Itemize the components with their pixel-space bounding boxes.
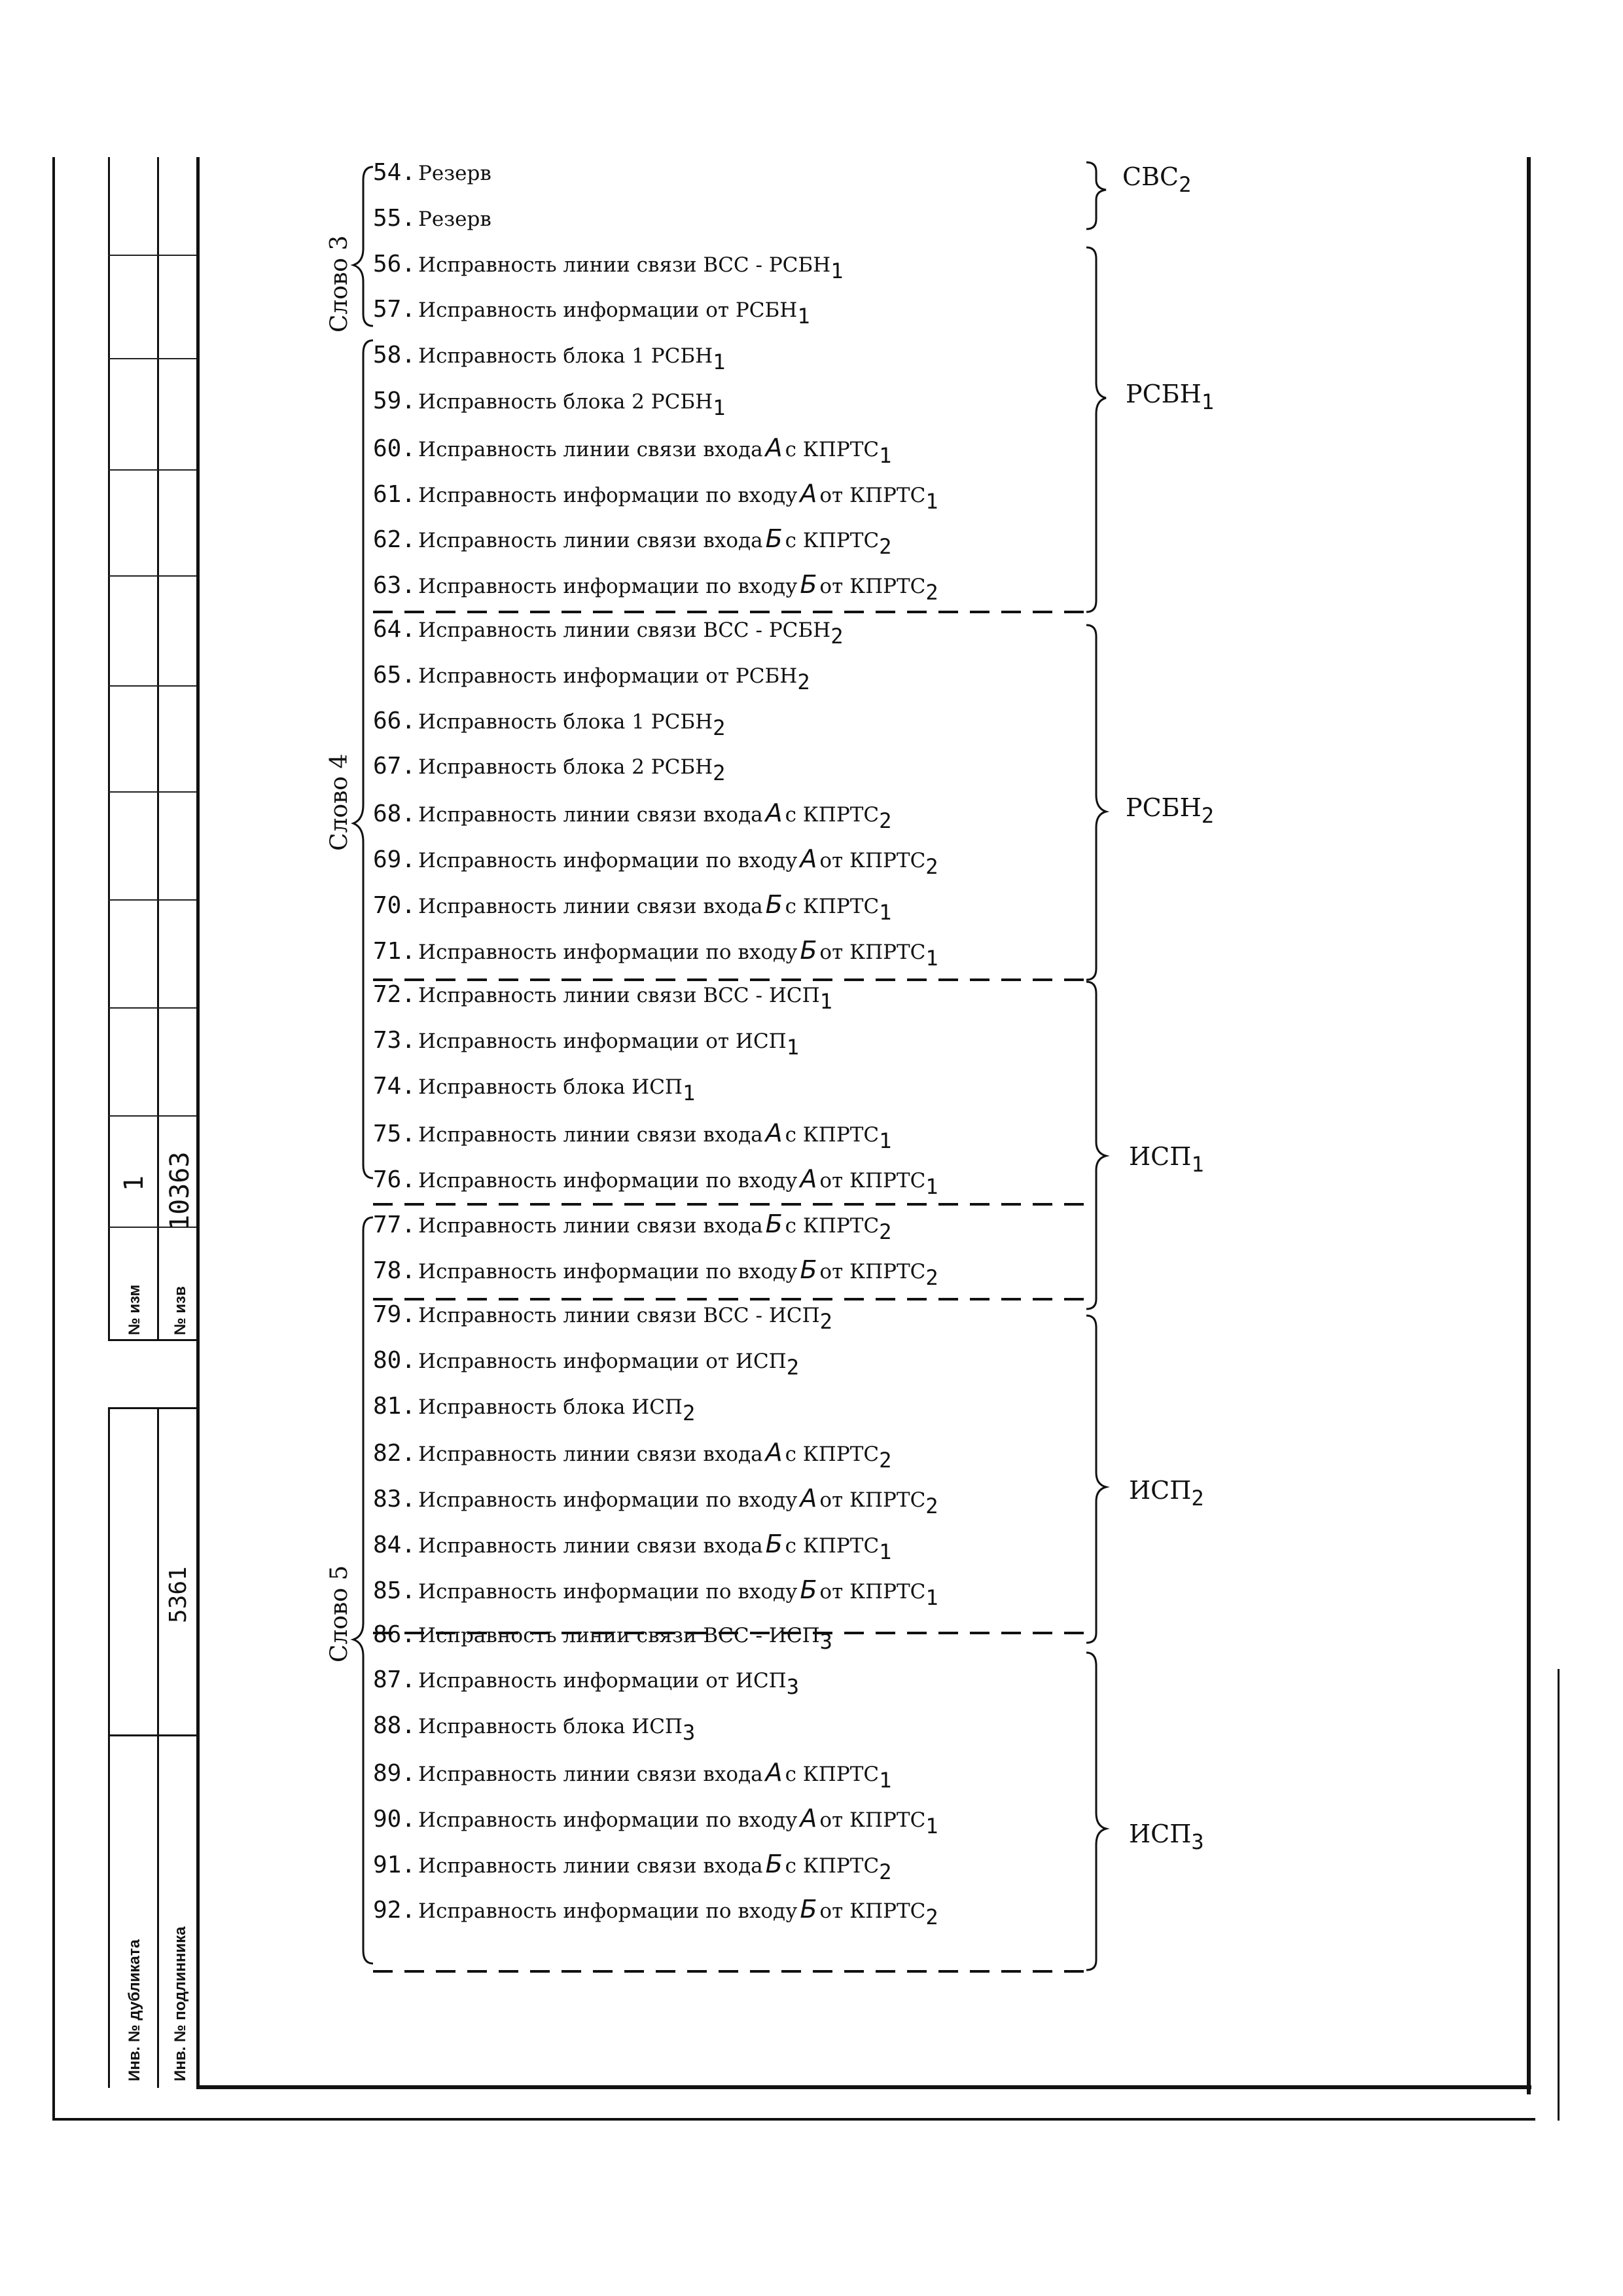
item-number: 72.: [373, 981, 416, 1009]
item-source-subscript: 2: [879, 1219, 892, 1245]
item-source-subscript: 2: [879, 534, 892, 560]
item-number: 86.: [373, 1621, 416, 1648]
item-text: Исправность информации по входу: [418, 849, 798, 872]
item-number: 66.: [373, 707, 416, 734]
item-number: 60.: [373, 435, 416, 462]
item-number: 71.: [373, 937, 416, 965]
item-text: Исправность линии связи ВСС - РСБН: [418, 253, 831, 277]
item-source-text: с КПРТС: [785, 1214, 880, 1238]
item-input-letter: Б: [800, 1255, 817, 1285]
item-source-text: от КПРТС: [819, 1808, 926, 1832]
item-text: Исправность линии связи входа: [418, 1854, 763, 1878]
group-sub: 1: [1191, 1152, 1204, 1177]
isp2-right-brace: [1086, 1316, 1106, 1643]
item-subscript: 1: [682, 1081, 696, 1105]
group-name: РСБН: [1126, 793, 1202, 822]
item-subscript: 1: [786, 1035, 799, 1060]
item-text: Исправность блока ИСП: [418, 1075, 683, 1099]
item-subscript: 3: [819, 1628, 832, 1654]
item-number: 74.: [373, 1073, 416, 1100]
group-sub: 2: [1179, 172, 1192, 197]
word-3-left-brace: [353, 167, 373, 326]
stamp-izm-value: 1: [119, 1175, 149, 1191]
word-3-label: Слово 3: [326, 235, 353, 332]
stamp-dublikat-label: Инв. № дубликата: [126, 1939, 143, 2081]
item-input-letter: А: [800, 478, 817, 508]
stamp-izv-value: 10363: [165, 1151, 195, 1230]
item-number: 84.: [373, 1532, 416, 1558]
item-text: Исправность линии связи входа: [418, 529, 763, 553]
item-number: 73.: [373, 1027, 416, 1054]
item-input-letter: А: [800, 1484, 817, 1513]
item-text: Исправность информации по входу: [418, 1168, 798, 1193]
item-number: 83.: [373, 1486, 416, 1513]
item-text: Исправность блока 1 РСБН: [418, 709, 713, 734]
rsbn2-right-brace: [1086, 625, 1106, 980]
item-source-subscript: 1: [879, 1539, 892, 1564]
item-source-text: с КПРТС: [785, 803, 880, 827]
item-text: Исправность линии связи входа: [418, 1122, 763, 1147]
item-source-subscript: 1: [879, 442, 892, 468]
item-text: Исправность информации от РСБН: [418, 664, 798, 688]
stamp-izv-label: № изв: [171, 1286, 189, 1335]
item-input-letter: А: [765, 1758, 783, 1787]
group-sub: 1: [1201, 389, 1214, 414]
item-input-letter: Б: [765, 1530, 783, 1558]
item-source-subscript: 1: [925, 488, 938, 514]
item-text: Исправность информации от ИСП: [418, 1349, 787, 1373]
item-input-letter: Б: [800, 1575, 817, 1604]
item-source-text: с КПРТС: [785, 1854, 880, 1878]
item-number: 92.: [373, 1897, 416, 1924]
item-text: Исправность линии связи ВСС - ИСП: [418, 1304, 820, 1327]
item-number: 81.: [373, 1392, 416, 1420]
item-text: Исправность информации по входу: [418, 1488, 798, 1513]
item-number: 76.: [373, 1166, 416, 1193]
item-input-letter: А: [800, 1164, 817, 1193]
item-source-subscript: 1: [925, 945, 938, 971]
word-4-left-brace: [353, 340, 373, 1178]
item-source-text: от КПРТС: [819, 849, 926, 872]
item-text: Резерв: [418, 162, 491, 185]
item-number: 75.: [373, 1120, 416, 1147]
item-number: 91.: [373, 1851, 416, 1878]
item-source-subscript: 2: [925, 580, 938, 605]
item-number: 67.: [373, 753, 416, 780]
item-subscript: 2: [713, 715, 726, 740]
item-subscript: 3: [682, 1720, 696, 1746]
item-number: 69.: [373, 846, 416, 873]
item-text: Исправность линии связи входа: [418, 1214, 763, 1238]
item-number: 54.: [373, 159, 416, 186]
item-source-subscript: 1: [879, 1768, 892, 1793]
item-number: 68.: [373, 800, 416, 828]
item-number: 90.: [373, 1805, 416, 1833]
group-name: ИСП: [1129, 1142, 1192, 1171]
item-text: Исправность блока ИСП: [418, 1395, 683, 1419]
item-source-text: от КПРТС: [819, 483, 926, 507]
item-source-subscript: 1: [879, 1128, 892, 1153]
item-number: 70.: [373, 891, 416, 919]
item-subscript: 2: [713, 761, 726, 786]
item-number: 61.: [373, 480, 416, 508]
rsbn1-right-brace: [1086, 247, 1106, 612]
item-text: Исправность линии связи ВСС - ИСП: [418, 1623, 820, 1647]
item-subscript: 1: [713, 350, 726, 375]
group-sub: 2: [1191, 1486, 1204, 1511]
item-source-subscript: 2: [879, 1859, 892, 1884]
item-text: Исправность информации по входу: [418, 483, 798, 507]
item-source-subscript: 2: [925, 1905, 938, 1930]
item-text: Исправность информации по входу: [418, 1579, 798, 1604]
item-text: Исправность линии связи входа: [418, 894, 763, 918]
item-text: Исправность линии связи ВСС - РСБН: [418, 619, 831, 642]
group-name: ИСП: [1129, 1820, 1192, 1848]
item-text: Исправность информации от ИСП: [418, 1030, 787, 1054]
item-source-text: с КПРТС: [785, 437, 880, 461]
item-input-letter: А: [765, 433, 783, 462]
item-subscript: 3: [786, 1674, 799, 1700]
item-text: Исправность линии связи ВСС - ИСП: [418, 984, 820, 1008]
item-input-letter: Б: [765, 889, 783, 919]
item-source-text: с КПРТС: [785, 894, 880, 918]
item-source-text: от КПРТС: [819, 1260, 926, 1284]
item-source-text: с КПРТС: [785, 1763, 880, 1786]
item-source-subscript: 2: [925, 1494, 938, 1519]
item-input-letter: Б: [765, 1210, 783, 1239]
item-input-letter: Б: [800, 1895, 817, 1924]
item-number: 82.: [373, 1440, 416, 1467]
item-text: Исправность информации по входу: [418, 940, 798, 964]
item-number: 58.: [373, 342, 416, 369]
isp1-right-brace: [1086, 982, 1106, 1309]
stamp-podlinnik-value: 5361: [165, 1566, 192, 1623]
item-number: 85.: [373, 1577, 416, 1604]
item-source-text: от КПРТС: [819, 1579, 926, 1604]
item-text: Исправность линии связи входа: [418, 1443, 763, 1467]
item-number: 55.: [373, 204, 416, 232]
item-text: Исправность блока ИСП: [418, 1715, 683, 1739]
item-subscript: 1: [713, 395, 726, 420]
item-subscript: 2: [682, 1400, 696, 1426]
item-subscript: 1: [819, 989, 832, 1014]
item-number: 63.: [373, 572, 416, 600]
item-text: Исправность линии связи входа: [418, 1534, 763, 1558]
item-source-subscript: 2: [925, 854, 938, 879]
item-source-text: от КПРТС: [819, 1168, 926, 1193]
item-subscript: 1: [830, 258, 844, 283]
item-text: Исправность линии связи входа: [418, 437, 763, 461]
isp3-right-brace: [1086, 1653, 1106, 1970]
item-text: Исправность информации по входу: [418, 1808, 798, 1832]
stamp-podlinnik-label: Инв. № подлинника: [171, 1926, 189, 2081]
item-number: 87.: [373, 1666, 416, 1694]
item-number: 64.: [373, 616, 416, 643]
item-input-letter: А: [800, 1803, 817, 1833]
item-input-letter: А: [765, 798, 783, 828]
item-subscript: 2: [819, 1309, 832, 1334]
item-source-text: с КПРТС: [785, 529, 880, 553]
item-number: 77.: [373, 1211, 416, 1239]
item-text: Резерв: [418, 207, 491, 231]
item-text: Исправность блока 1 РСБН: [418, 344, 713, 368]
item-source-text: с КПРТС: [785, 1534, 880, 1558]
item-number: 78.: [373, 1257, 416, 1285]
item-input-letter: А: [765, 1438, 783, 1467]
item-input-letter: Б: [765, 524, 783, 554]
word-5-label: Слово 5: [326, 1565, 353, 1662]
item-number: 56.: [373, 250, 416, 278]
item-text: Исправность блока 2 РСБН: [418, 755, 713, 780]
item-input-letter: Б: [765, 1849, 783, 1878]
item-text: Исправность информации по входу: [418, 575, 798, 599]
item-source-text: от КПРТС: [819, 940, 926, 964]
item-source-text: от КПРТС: [819, 1899, 926, 1924]
item-subscript: 2: [830, 624, 844, 649]
item-text: Исправность информации по входу: [418, 1260, 798, 1284]
word-5-left-brace: [353, 1217, 373, 1964]
item-source-subscript: 1: [925, 1813, 938, 1839]
group-name: РСБН: [1126, 380, 1202, 408]
item-source-subscript: 1: [879, 899, 892, 925]
item-text: Исправность линии связи входа: [418, 803, 763, 827]
item-text: Исправность блока 2 РСБН: [418, 390, 713, 414]
item-input-letter: А: [765, 1118, 783, 1147]
group-sub: 3: [1191, 1829, 1204, 1854]
item-source-subscript: 2: [879, 1448, 892, 1473]
item-source-subscript: 1: [925, 1585, 938, 1610]
item-source-text: с КПРТС: [785, 1122, 880, 1147]
word-4-label: Слово 4: [326, 753, 353, 851]
item-number: 80.: [373, 1346, 416, 1374]
item-source-subscript: 1: [925, 1174, 938, 1199]
item-number: 89.: [373, 1760, 416, 1787]
group-name: ИСП: [1129, 1476, 1192, 1505]
item-input-letter: Б: [800, 935, 817, 965]
item-number: 65.: [373, 661, 416, 689]
item-text: Исправность информации по входу: [418, 1899, 798, 1924]
item-source-text: с КПРТС: [785, 1443, 880, 1467]
item-number: 88.: [373, 1712, 416, 1740]
item-input-letter: Б: [800, 570, 817, 600]
item-subscript: 2: [797, 669, 810, 694]
group-sub: 2: [1201, 803, 1214, 828]
item-subscript: 2: [786, 1354, 799, 1380]
stamp-izm-label: № изм: [126, 1284, 143, 1335]
item-number: 59.: [373, 387, 416, 414]
group-name: СВС: [1122, 162, 1179, 191]
item-source-subscript: 2: [925, 1265, 938, 1291]
item-number: 62.: [373, 526, 416, 554]
item-text: Исправность линии связи входа: [418, 1763, 763, 1786]
item-number: 79.: [373, 1301, 416, 1328]
item-number: 57.: [373, 296, 416, 323]
item-text: Исправность информации от ИСП: [418, 1669, 787, 1693]
item-source-subscript: 2: [879, 808, 892, 834]
svc2-right-brace: [1086, 162, 1106, 229]
item-source-text: от КПРТС: [819, 1488, 926, 1513]
item-text: Исправность информации от РСБН: [418, 298, 798, 323]
item-source-text: от КПРТС: [819, 575, 926, 599]
item-input-letter: А: [800, 844, 817, 873]
item-subscript: 1: [797, 304, 810, 329]
